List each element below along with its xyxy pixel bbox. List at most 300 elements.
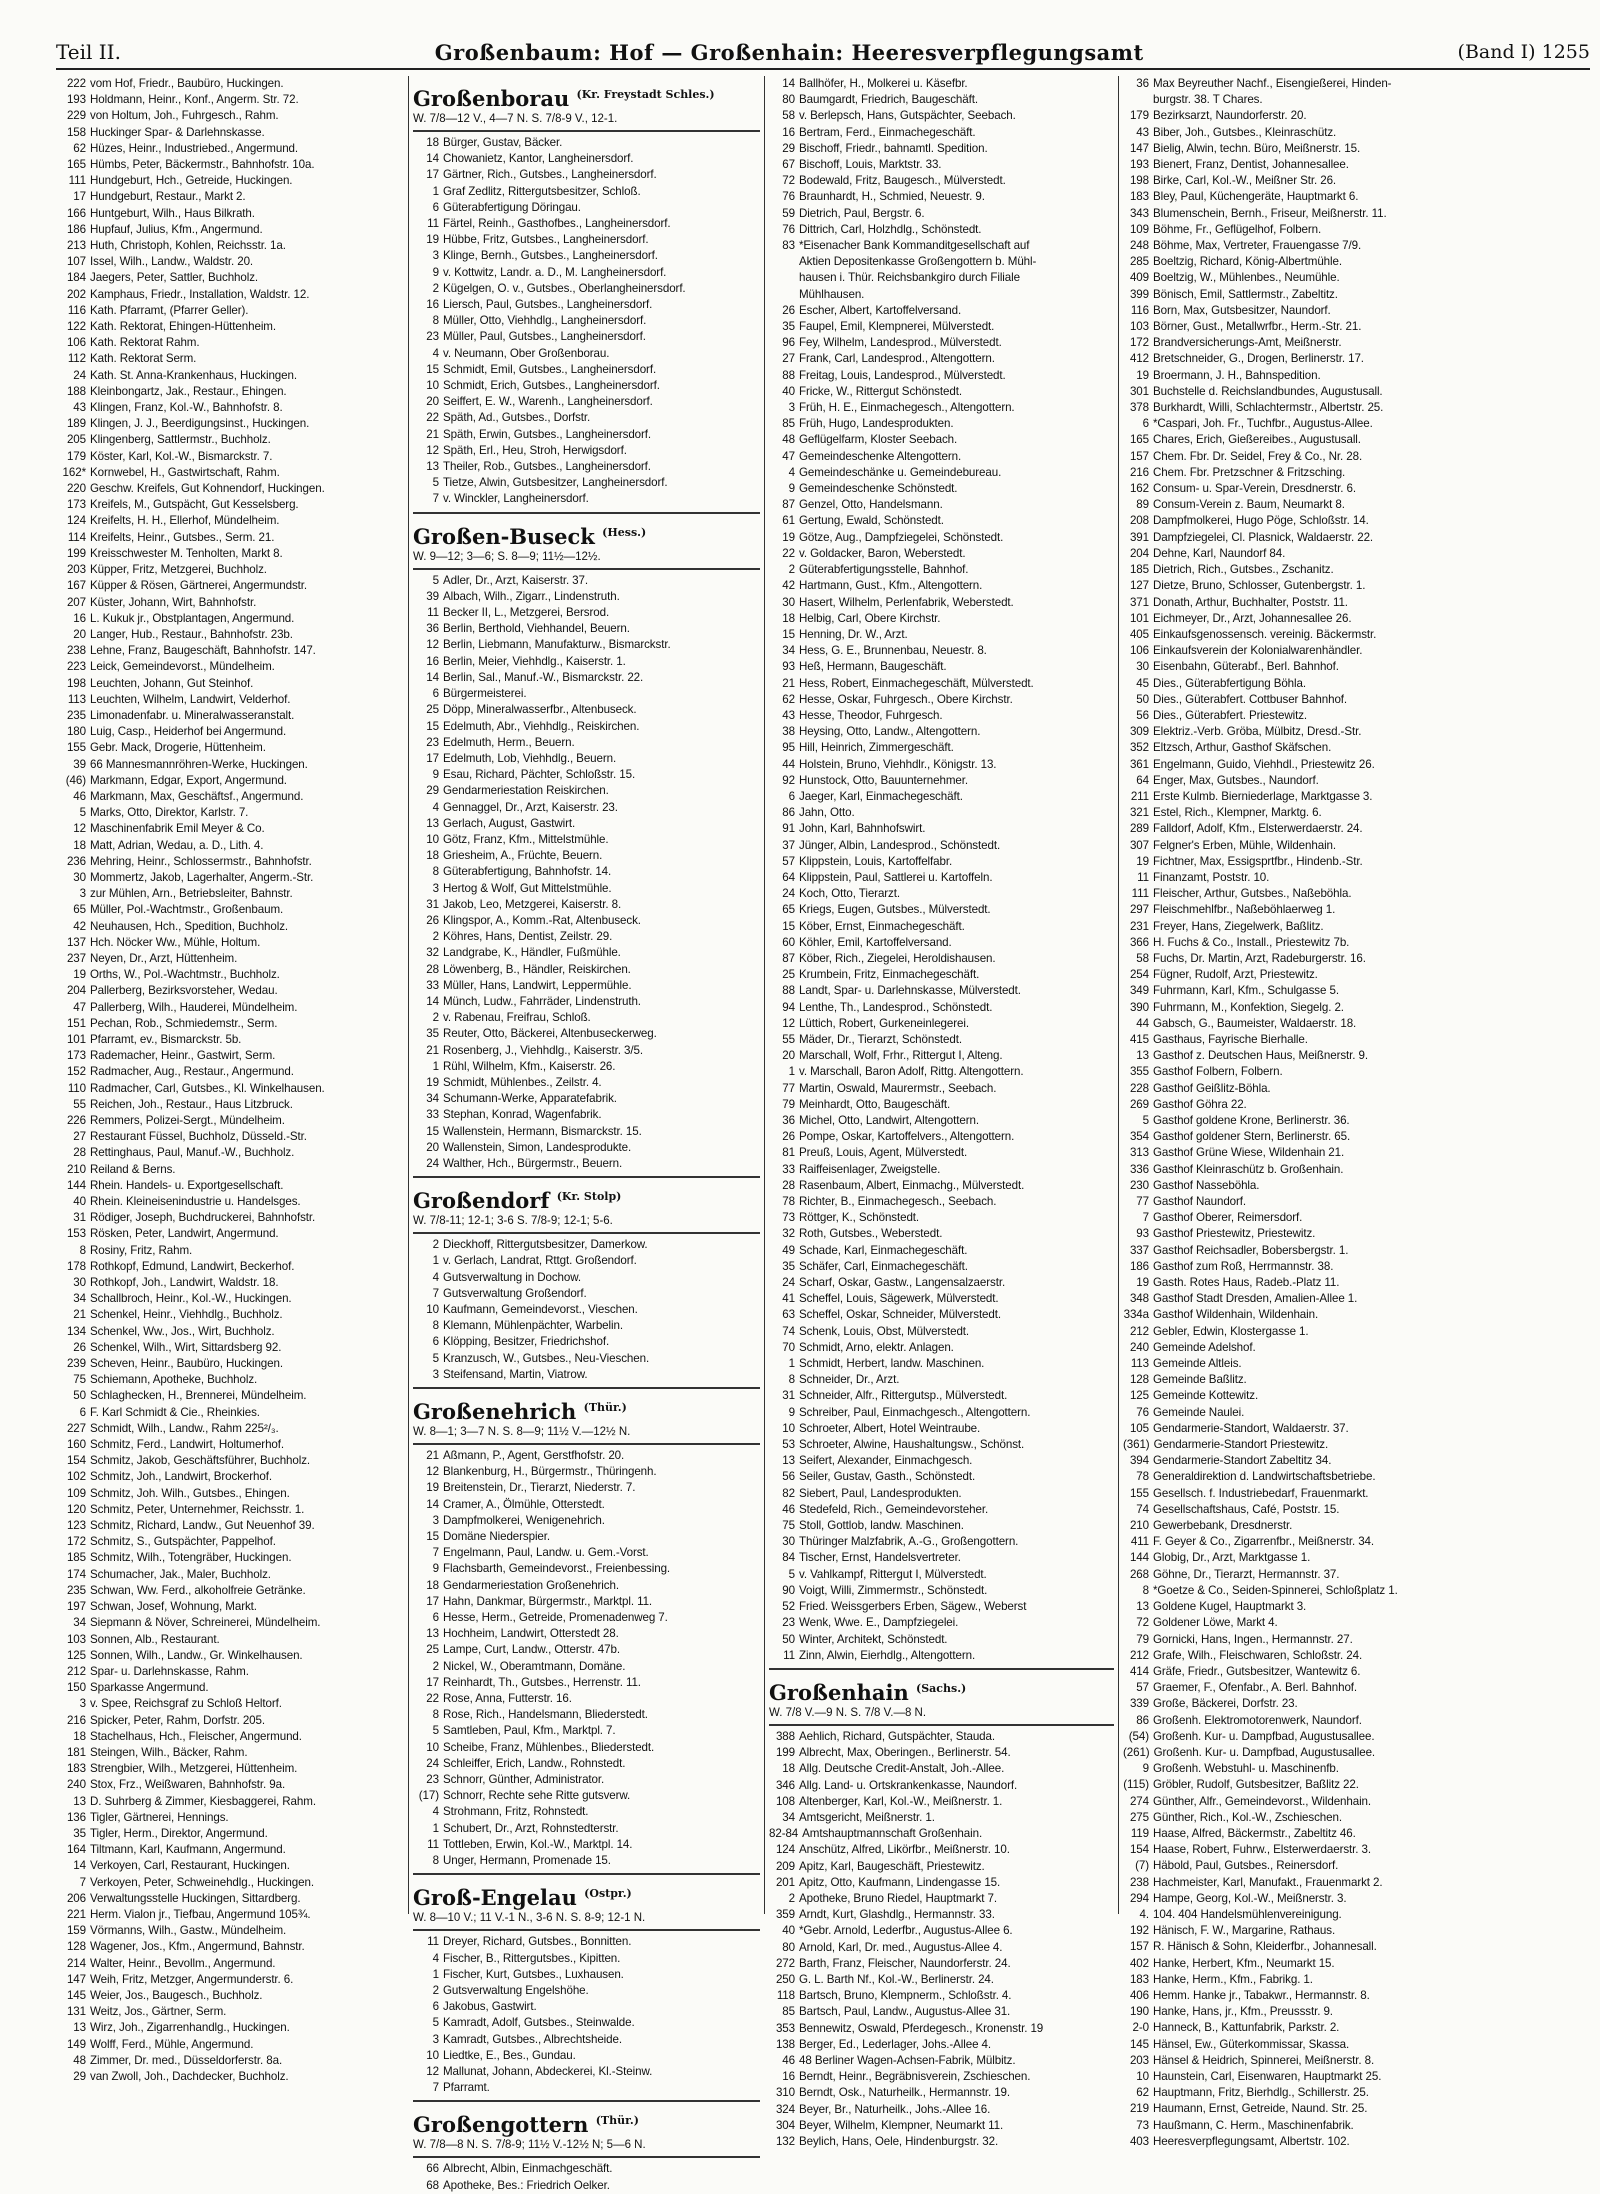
entry-number: 62 [73,141,86,155]
entry-text: Apitz, Otto, Kaufmann, Lindengasse 15. [799,1875,1001,1889]
directory-entry [60,886,404,902]
entry-number: 203 [66,563,86,577]
entry-number: 76 [782,222,795,236]
town-section [413,82,760,508]
entry-text: Spar- u. Darlehnskasse, Rahm. [90,1664,249,1678]
directory-entry [1123,1129,1586,1145]
directory-entry [413,864,760,880]
entry-number: 28 [782,1178,795,1192]
office-hours: W. 7/8-11; 12-1; 3-6 S. 7/8-9; 12-1; 5-6. [413,1214,760,1234]
entry-text: Buchstelle d. Reichslandbundes, Augustusall. [1153,384,1383,398]
directory-entry [60,400,404,416]
entry-number: 6 [788,789,795,803]
entry-text: Walther, Hch., Bürgermstr., Beuern. [443,1156,623,1170]
entry-text: Michel, Otto, Landwirt, Altengottern. [799,1114,979,1127]
directory-entry [1123,384,1586,400]
entry-text: Hanke, Hans, jr., Kfm., Preussstr. 9. [1153,2005,1333,2019]
entry-text: Herm. Vialon jr., Tiefbau, Angermund 105¾. [90,1907,311,1921]
entry-text: Müller, Hans, Landwirt, Leppermühle. [443,978,632,992]
entry-text: Remmers, Polizei-Sergt., Mündelheim. [90,1114,285,1127]
entry-number: 75 [782,1519,795,1533]
directory-entry [769,530,1114,546]
entry-text: Gasthof Kleinraschütz b. Großenhain. [1153,1162,1344,1176]
directory-entry [769,708,1114,724]
entry-text: Arndt, Kurt, Glashdlg., Hermannstr. 33. [799,1908,995,1922]
directory-entry [413,394,760,410]
entry-text: Voigt, Willi, Zimmermstr., Schönstedt. [799,1583,988,1597]
directory-entry [413,1610,760,1626]
entry-text: Dietze, Bruno, Schlosser, Gutenbergstr. 1. [1153,579,1366,593]
entry-number: 10 [426,1740,439,1754]
entry-text: Schlaghecken, H., Brennerei, Mündelheim. [90,1389,307,1403]
entry-text: Neuhausen, Hch., Spedition, Buchholz. [90,919,289,933]
entry-number: 34 [426,1092,439,1106]
entry-number: 58 [1136,951,1149,965]
directory-entry [769,1745,1114,1761]
entry-text: Haumann, Ernst, Getreide, Naund. Str. 25. [1153,2102,1368,2116]
directory-entry [413,735,760,751]
directory-entry [1123,76,1586,92]
entry-number: 19 [426,233,439,247]
entry-number: 24 [426,1756,439,1770]
entry-number: 16 [782,125,795,139]
entry-number: 22 [426,1692,439,1706]
entry-text: Günther, Alfr., Gemeindevorst., Wildenhain. [1153,1794,1372,1808]
entry-number: 82-84 [769,1827,799,1841]
columns [56,76,1590,2192]
entry-text: Bartsch, Paul, Landw., Augustus-Allee 31. [799,2005,1011,2019]
entry-number: 2 [788,1891,795,1905]
entry-text: Hänisch, F. W., Margarine, Rathaus. [1153,1924,1336,1938]
directory-entry [1123,2020,1586,2036]
directory-entry [769,821,1114,837]
entry-number: (17) [418,1789,439,1803]
entry-text: Gasth. Rotes Haus, Radeb.-Platz 11. [1153,1276,1340,1290]
entry-number: 19 [1136,854,1149,868]
directory-entry [1123,287,1586,303]
directory-entry [1123,740,1586,756]
entry-number: 216 [1129,465,1149,479]
entry-number: 214 [66,1956,86,1970]
entry-number: 35 [782,320,795,334]
entry-number: 88 [782,368,795,382]
entry-text: Hill, Heinrich, Zimmergeschäft. [799,741,954,755]
entry-text: Tottleben, Erwin, Kol.-W., Marktpl. 14. [443,1837,633,1851]
entry-text: Stephan, Konrad, Wagenfabrik. [443,1108,602,1122]
entry-text: Zimmer, Dr. med., Düsseldorferstr. 8a. [90,2053,283,2067]
page-part-label: Teil II. [56,40,121,64]
directory-entry [769,1875,1114,1891]
entry-text: Gasthof Wildenhain, Wildenhain. [1153,1308,1319,1322]
town-heading [769,1676,1114,1706]
entry-text: van Zwoll, Joh., Dachdecker, Buchholz. [90,2069,289,2083]
entry-text: Gasthof zum Roß, Herrmannstr. 38. [1153,1259,1334,1273]
entry-text: Martin, Oswald, Maurermstr., Seebach. [799,1081,997,1095]
entry-number: 7 [1142,1211,1149,1225]
entry-number: 313 [1129,1146,1149,1160]
entry-text: Rose, Rich., Handelsmann, Bliederstedt. [443,1708,648,1722]
directory-entry [1123,1907,1586,1923]
entry-text: Pompe, Oskar, Kartoffelvers., Altengottern. [799,1130,1015,1144]
entry-number: 183 [1129,190,1149,204]
entry-number: 165 [1129,433,1149,447]
entry-number: 205 [66,433,86,447]
entry-text: Einkaufsgenossensch. vereinig. Bäckermstr. [1153,627,1377,641]
directory-entry [1123,1632,1586,1648]
directory-entry [413,929,760,945]
directory-entry [413,1059,760,1075]
entry-text: Schmitz, Jakob, Geschäftsführer, Buchholz. [90,1454,311,1468]
directory-entry [1123,1388,1586,1404]
town-region: (Kr. Freystadt Schles.) [576,88,715,101]
entry-number: 101 [1129,611,1149,625]
entry-text: Günther, Rich., Kol.-W., Zschieschen. [1153,1810,1342,1824]
directory-entry [413,1951,760,1967]
entry-text: D. Suhrberg & Zimmer, Kiesbaggerei, Rahm. [90,1794,316,1808]
directory-entry [1123,627,1586,643]
directory-entry [769,1000,1114,1016]
directory-entry [413,1772,760,1788]
entry-text: Preuß, Louis, Agent, Mülverstedt. [799,1146,968,1160]
entry-number: 22 [782,546,795,560]
directory-entry [60,1194,404,1210]
directory-entry [60,1081,404,1097]
directory-entry [60,1567,404,1583]
directory-entry [769,416,1114,432]
directory-entry [413,751,760,767]
entry-number: 73 [1136,2118,1149,2132]
directory-entry [769,1421,1114,1437]
directory-entry [60,838,404,854]
directory-entry [1123,1956,1586,1972]
entry-text: Rothkopf, Joh., Landwirt, Waldstr. 18. [90,1276,279,1290]
directory-entry [60,513,404,529]
entry-number: 167 [66,579,86,593]
entry-number: 48 [73,2053,86,2067]
entry-number: 53 [782,1438,795,1452]
entry-number: 103 [66,1632,86,1646]
entry-number: 48 [782,433,795,447]
directory-entry [60,1972,404,1988]
directory-entry [413,475,760,491]
directory-entry [1123,1777,1586,1793]
entry-number: 81 [782,1146,795,1160]
entry-text: Schreiber, Paul, Einmachgesch., Altengottern. [799,1405,1031,1419]
entry-number: 137 [66,935,86,949]
entry-text: Gendarmeriestation Reiskirchen. [443,784,609,798]
entry-number: 21 [426,427,439,441]
directory-entry [413,2032,760,2048]
entry-text: Köster, Karl, Kol.-W., Bismarckstr. 7. [90,449,273,463]
directory-entry [1123,481,1586,497]
entry-number: 44 [1136,1016,1149,1030]
entry-text: Holdmann, Heinr., Konf., Angerm. Str. 72. [90,93,299,107]
entry-number: 179 [66,449,86,463]
entry-text: Seiler, Gustav, Gasth., Schönstedt. [799,1470,976,1484]
entry-number: 4 [432,1805,439,1819]
directory-entry [769,76,1114,92]
directory-entry [769,1324,1114,1340]
entry-text: Amtsgericht, Meißnerstr. 1. [799,1810,935,1824]
entry-text: Maschinenfabrik Emil Meyer & Co. [90,822,265,836]
town-section [413,2100,760,2193]
entry-number: 33 [426,1108,439,1122]
entry-text: Fried. Weissgerbers Erben, Sägew., Weberst [799,1600,1027,1614]
entry-text: Gemeindeschenke Altengottern. [799,449,962,463]
entry-text: Birke, Carl, Kol.-W., Meißner Str. 26. [1153,174,1337,188]
entry-text: Hänsel, Ew., Güterkommissar, Skassa. [1153,2037,1350,2051]
entry-text: Eisenbahn, Güterabf., Berl. Bahnhof. [1153,660,1339,674]
directory-entry [1123,757,1586,773]
directory-entry [1123,1145,1586,1161]
directory-entry [413,410,760,426]
directory-entry [1123,254,1586,270]
directory-entry [60,1729,404,1745]
entry-text: Hesse, Herm., Getreide, Promenadenweg 7. [443,1611,668,1625]
entry-number: 17 [426,751,439,765]
entry-text: Mallunat, Johann, Abdeckerei, Kl.-Steinw. [443,2064,653,2078]
entry-text: Reinhardt, Th., Gutsbes., Herrenstr. 11. [443,1675,641,1689]
directory-entry [1123,562,1586,578]
directory-entry [60,1307,404,1323]
entry-number: 63 [782,1308,795,1322]
entry-number: 13 [426,816,439,830]
directory-entry [60,449,404,465]
directory-entry [413,184,760,200]
directory-entry [1123,1113,1586,1129]
entry-number: 78 [1136,1470,1149,1484]
entry-text: Kamradt, Gutsbes., Albrechtsheide. [443,2032,622,2046]
directory-entry [1123,1000,1586,1016]
entry-number: 85 [782,417,795,431]
directory-entry [413,800,760,816]
entry-number: 226 [66,1114,86,1127]
entry-number: 361 [1129,757,1149,771]
entry-number: 2 [432,930,439,944]
directory-entry [1123,432,1586,448]
directory-entry [60,303,404,319]
entry-text: Sparkasse Angermund. [90,1681,209,1695]
entry-number: 28 [426,962,439,976]
directory-entry [769,627,1114,643]
entry-text: Geflügelfarm, Kloster Seebach. [799,433,958,447]
entry-text: Schubert, Dr., Arzt, Rohnstedterstr. [443,1821,619,1835]
entry-number: 36 [1136,77,1149,90]
directory-entry [769,222,1114,238]
entry-text: Schmitz, Joh., Landwirt, Brockerhof. [90,1470,272,1484]
entry-number: 208 [1129,514,1149,528]
directory-entry [1123,611,1586,627]
entry-text: Gerlach, August, Gastwirt. [443,816,576,830]
directory-entry [60,1291,404,1307]
entry-text: Edelmuth, Herm., Beuern. [443,735,575,749]
directory-entry [413,1675,760,1691]
directory-entry [1123,2004,1586,2020]
directory-entry [413,945,760,961]
entry-text: Hanke, Herbert, Kfm., Neumarkt 15. [1153,1956,1335,1970]
entry-number: 29 [73,2069,86,2083]
entry-text: Böhme, Fr., Geflügelhof, Folbern. [1153,222,1322,236]
entry-number: 8 [432,1319,439,1333]
entry-number: 17 [73,190,86,204]
directory-entry [1123,2118,1586,2134]
entry-number: 238 [1129,1875,1149,1889]
entry-text: Rödiger, Joseph, Buchdruckerei, Bahnhofstr. [90,1211,316,1225]
entry-text: Ballhöfer, H., Molkerei u. Käsefbr. [799,77,968,90]
entry-number: 185 [66,1551,86,1565]
directory-entry [1123,1939,1586,1955]
entry-text: Scheffel, Louis, Sägewerk, Mülverstedt. [799,1292,999,1306]
directory-entry [769,951,1114,967]
entry-number: 55 [782,1032,795,1046]
directory-entry [1123,1048,1586,1064]
directory-entry [769,1291,1114,1307]
entry-text: Freyer, Hans, Ziegelwerk, Baßlitz. [1153,919,1324,933]
entry-text: Huckinger Spar- & Darlehnskasse. [90,125,265,139]
directory-entry [1123,1794,1586,1810]
entry-text: Huth, Christoph, Kohlen, Reichsstr. 1a. [90,239,286,253]
entry-text: Steingen, Wilh., Bäcker, Rahm. [90,1745,248,1759]
directory-entry [60,919,404,935]
entry-text: Kaufmann, Gemeindevorst., Vieschen. [443,1303,638,1316]
directory-entry [413,1043,760,1059]
entry-text: Fleischmehlfbr., Naßeböhlaerweg 1. [1153,903,1336,917]
entry-text: Reichen, Joh., Restaur., Haus Litzbruck. [90,1097,293,1111]
entry-number: 8 [79,1243,86,1257]
entry-text: Schumann-Werke, Apparatefabrik. [443,1092,617,1106]
entry-text: Fuchs, Dr. Martin, Arzt, Radeburgerstr. 16. [1153,951,1366,965]
entry-number: 162* [62,465,86,479]
entry-number: 152 [66,1065,86,1079]
directory-entry [413,1448,760,1464]
entry-text: Schiemann, Apotheke, Buchholz. [90,1373,258,1387]
entry-text: Köhres, Hans, Dentist, Zeilstr. 29. [443,930,613,944]
entry-number: 190 [1129,2005,1149,2019]
directory-entry [60,1680,404,1696]
directory-entry [413,1837,760,1853]
entry-text: Gemeinde Kottewitz. [1153,1389,1259,1403]
directory-entry [413,491,760,507]
entry-text: Gendarmerie-Standort, Waldaerstr. 37. [1153,1421,1349,1435]
entry-number: 349 [1129,984,1149,998]
directory-entry [60,870,404,886]
directory-entry [769,108,1114,124]
entry-text: Schenk, Louis, Obst, Mülverstedt. [799,1324,970,1338]
entry-number: 88 [782,984,795,998]
directory-entry [769,1405,1114,1421]
directory-entry [60,125,404,141]
office-hours: W. 7/8—8 N. S. 7/8-9; 11½ V.-12½ N; 5—6 N. [413,2138,760,2158]
directory-entry [60,546,404,562]
entry-number: 337 [1129,1243,1149,1257]
directory-entry [1123,270,1586,286]
entry-text: Jakobus, Gastwirt. [443,2000,537,2014]
directory-entry [769,1388,1114,1404]
directory-entry [60,287,404,303]
entry-number: 108 [775,1794,795,1808]
entry-number: 222 [66,77,86,90]
entry-text: Klinge, Bernh., Gutsbes., Langheinersdorf. [443,249,658,263]
entry-number: 202 [66,287,86,301]
directory-entry [1123,319,1586,335]
directory-entry [1123,1583,1586,1599]
directory-entry [769,1081,1114,1097]
entry-text: Gemeinde Altleis. [1153,1357,1242,1371]
entry-number: 13 [1136,1600,1149,1614]
entry-number: 248 [1129,239,1149,253]
directory-entry [413,1626,760,1642]
entry-number: 9 [432,265,439,279]
entry-text: Wallenstein, Hermann, Bismarckstr. 15. [443,1124,642,1138]
entry-number: 1 [788,1065,795,1079]
town-region: (Thür.) [583,1401,627,1415]
entry-text: Hundgeburt, Hch., Getreide, Huckingen. [90,174,293,188]
directory-entry [769,319,1114,335]
directory-entry [1123,1372,1586,1388]
entry-text: Graf Zedlitz, Rittergutsbesitzer, Schloß. [443,184,641,198]
entry-number: 24 [426,1156,439,1170]
entry-number: 227 [66,1421,86,1435]
entry-number: 74 [782,1324,795,1338]
directory-entry [60,1713,404,1729]
entry-number: 28 [73,1146,86,1160]
entry-text: Weitz, Jos., Gärtner, Serm. [90,2005,227,2019]
entry-number: 145 [66,1988,86,2002]
entry-number: 9 [432,1562,439,1576]
directory-entry [60,2053,404,2069]
directory-entry [1123,935,1586,951]
entry-text: Kreifelts, Heinr., Gutsbes., Serm. 21. [90,530,275,544]
entry-number: 31 [73,1211,86,1225]
entry-text: Gesellsch. f. Industriebedarf, Frauenmarkt. [1153,1486,1369,1500]
entry-number: 13 [1136,1049,1149,1063]
entry-number: 5 [79,806,86,820]
entry-text: Tiltmann, Karl, Kaufmann, Angermund. [90,1843,286,1857]
entry-number: 14 [426,670,439,684]
entry-number: 1 [432,1821,439,1835]
entry-text: Gasthof Stadt Dresden, Amalien-Allee 1. [1153,1292,1358,1306]
entry-text: Gutsverwaltung Großendorf. [443,1286,587,1300]
entry-text: Fuhrmann, Karl, Kfm., Schulgasse 5. [1153,984,1339,998]
town-region: (Kr. Stolp) [556,1190,622,1204]
entry-text: Bielig, Alwin, techn. Büro, Meißnerstr. 15. [1153,141,1361,155]
entry-number: 122 [66,320,86,334]
office-hours: W. 8—1; 3—7 N. S. 8—9; 11½ V.—12½ N. [413,1425,760,1445]
directory-entry [769,757,1114,773]
directory-entry [413,1691,760,1707]
entry-text: Finanzamt, Poststr. 10. [1153,870,1270,884]
entry-text: Liersch, Paul, Gutsbes., Langheinersdorf. [443,298,653,312]
entry-number: 85 [782,2005,795,2019]
entry-text: Freitag, Louis, Landesprod., Mülverstedt. [799,368,1006,382]
entry-number: 113 [67,692,86,706]
entry-number: 221 [66,1907,86,1921]
entry-text: Gasthof Folbern, Folbern. [1153,1065,1283,1079]
directory-entry [60,578,404,594]
entry-number: 409 [1129,271,1149,285]
entry-text: Bürger, Gustav, Bäcker. [443,136,563,149]
entry-number: 12 [73,822,86,836]
entry-number: 15 [426,1530,439,1544]
entry-number: 14 [426,152,439,166]
entry-text: Hübbe, Fritz, Gutsbes., Langheinersdorf. [443,233,649,247]
directory-entry [769,546,1114,562]
directory-entry [413,1237,760,1253]
directory-entry [769,92,1114,108]
entry-number: 12 [426,443,439,457]
entry-number: 11 [1137,870,1149,884]
directory-entry [1123,108,1586,124]
